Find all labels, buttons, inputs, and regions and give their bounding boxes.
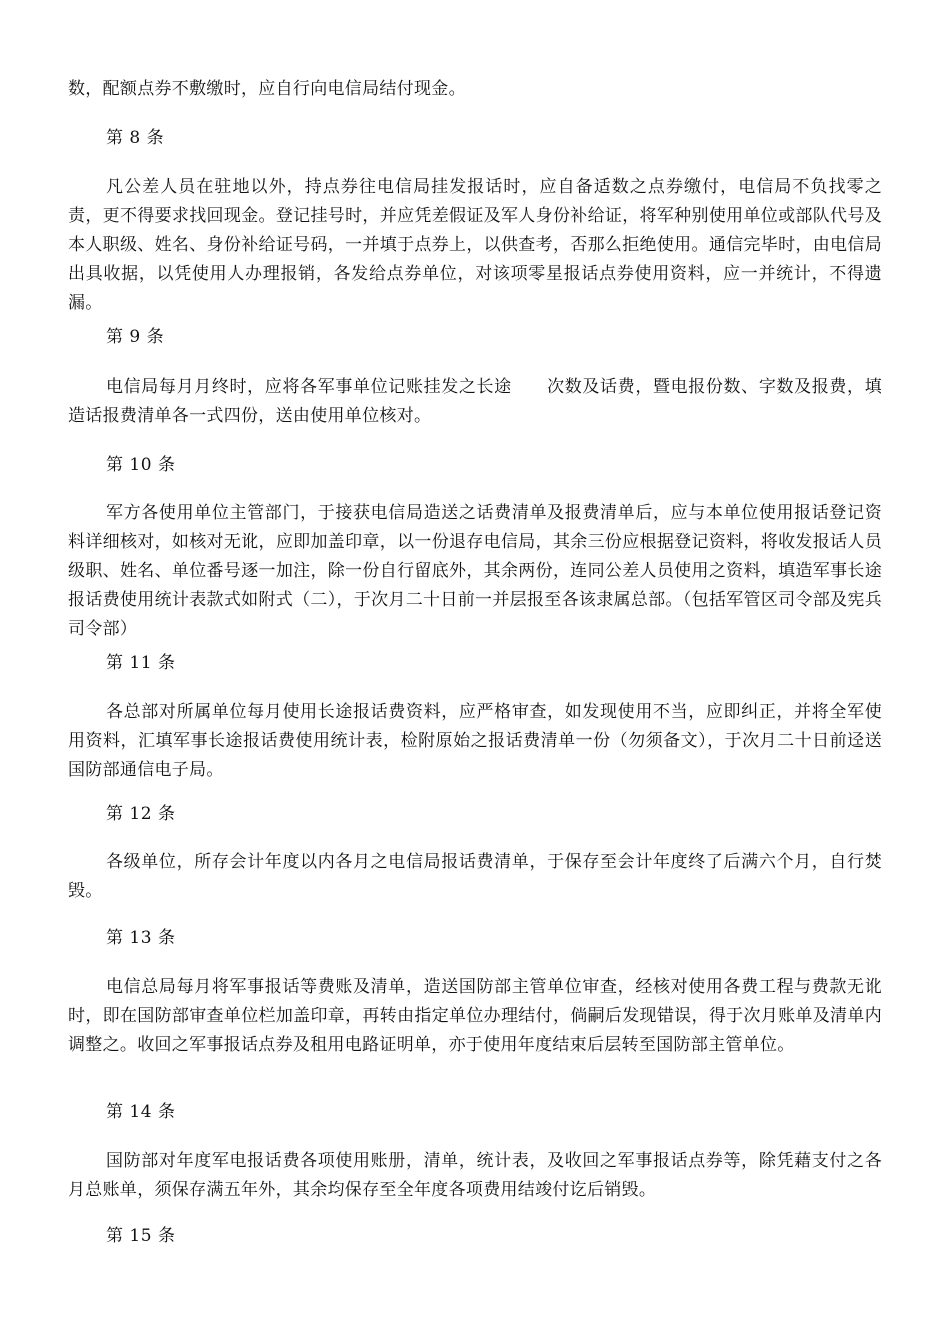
article-12-paragraph: 各级单位，所存会计年度以内各月之电信局报话费清单，于保存至会计年度终了后满六个月，自行焚毁。: [68, 852, 882, 901]
article-heading-14: 第 14 条: [106, 1102, 176, 1122]
article-13-paragraph: 电信总局每月将军事报话等费账及清单，造送国防部主管单位审查，经核对使用各费工程与费款无讹时，即在国防部审查单位栏加盖印章，再转由指定单位办理结付，倘嗣后发现错误，得于次月账单及清单内调整之。收回之军事报话点券及租用电路证明单，亦于使用年度结束后层转至国防部主管单位。: [68, 977, 882, 1055]
article-heading-15: 第 15 条: [106, 1226, 176, 1246]
article-8-paragraph: 凡公差人员在驻地以外，持点券往电信局挂发报话时，应自备适数之点券缴付，电信局不负找零之责，更不得要求找回现金。登记挂号时，并应凭差假证及军人身份补给证，将军种别使用单位或部队代号及本人职级、姓名、身份补给证号码，一并填于点券上，以供查考，否那么拒绝使用。通信完毕时，由电信局出具收据，以凭使用人办理报销，各发给点券单位，对该项零星报话点券使用资料，应一并统计，不得遗漏。: [68, 177, 882, 313]
article-11-paragraph: 各总部对所属单位每月使用长途报话费资料，应严格审查，如发现使用不当，应即纠正，并将全军使用资料，汇填军事长途报话费使用统计表，检附原始之报话费清单一份（勿须备文），于次月二十日前迳送国防部通信电子局。: [68, 702, 882, 780]
article-9-paragraph: 电信局每月月终时，应将各军事单位记账挂发之长途 次数及话费，暨电报份数、字数及报费，填造话报费清单各一式四份，送由使用单位核对。: [68, 377, 882, 426]
article-14-paragraph: 国防部对年度军电报话费各项使用账册，清单，统计表，及收回之军事报话点券等，除凭藉支付之各月总账单，须保存满五年外，其余均保存至全年度各项费用结竣付讫后销毁。: [68, 1151, 882, 1200]
article-10-paragraph: 军方各使用单位主管部门，于接获电信局造送之话费清单及报费清单后，应与本单位使用报话登记资料详细核对，如核对无讹，应即加盖印章，以一份退存电信局，其余三份应根据登记资料，将收发报话人员级职、姓名、单位番号逐一加注，除一份自行留底外，其余两份，连同公差人员使用之资料，填造军事长途报话费使用统计表款式如附式（二），于次月二十日前一并层报至各该隶属总部。（包括军管区司令部及宪兵司令部）: [68, 503, 882, 639]
article-heading-13: 第 13 条: [106, 928, 176, 948]
article-heading-11: 第 11 条: [106, 653, 176, 673]
article-heading-8: 第 8 条: [106, 128, 165, 148]
article-heading-12: 第 12 条: [106, 804, 176, 824]
article-heading-10: 第 10 条: [106, 455, 176, 475]
article-heading-9: 第 9 条: [106, 327, 165, 347]
paragraph-continued: 数，配额点券不敷缴时，应自行向电信局结付现金。: [68, 79, 466, 99]
